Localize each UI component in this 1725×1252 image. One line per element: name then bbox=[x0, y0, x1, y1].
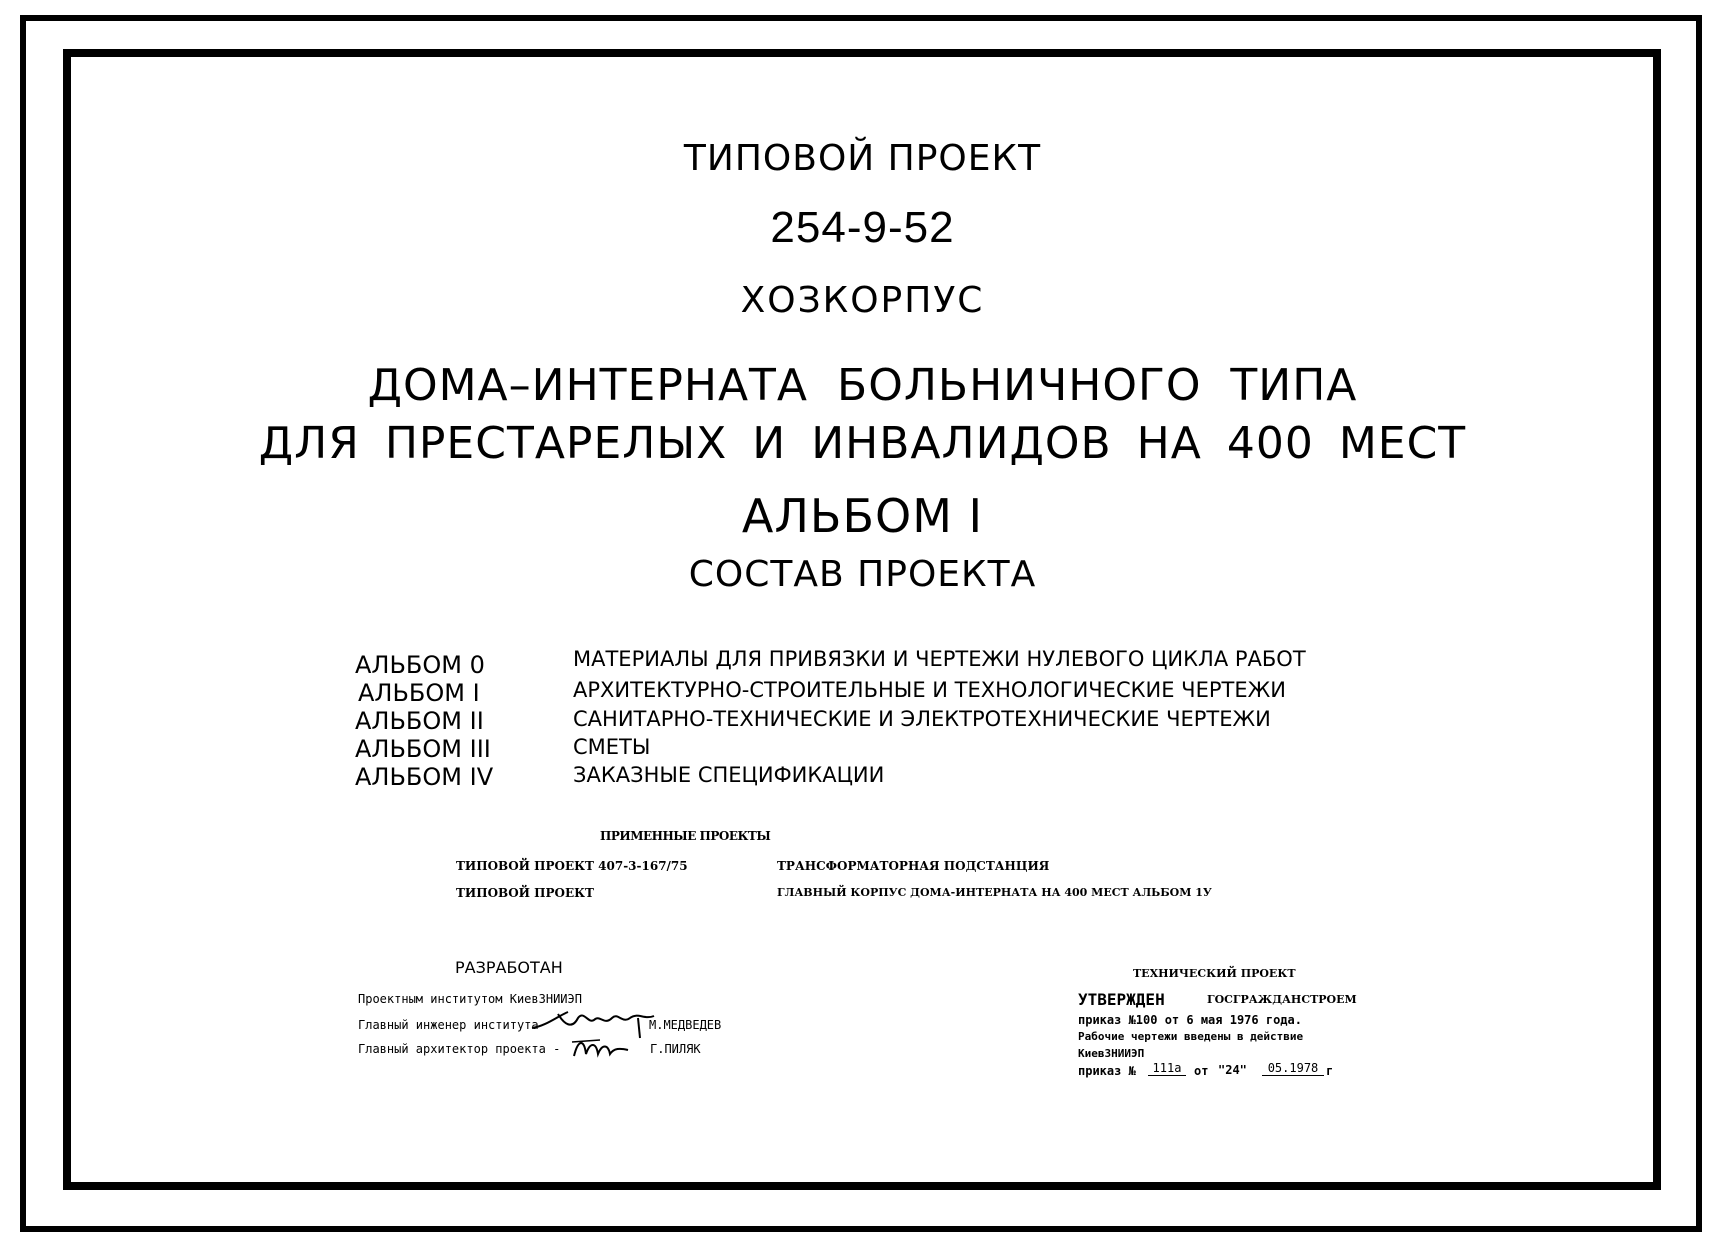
title-line-2: ДЛЯ ПРЕСТАРЕЛЫХ И ИНВАЛИДОВ НА 400 МЕСТ bbox=[258, 418, 1467, 469]
album-name: АЛЬБОМ I bbox=[358, 679, 480, 707]
album-name: АЛЬБОМ III bbox=[355, 735, 491, 763]
album-desc: ЗАКАЗНЫЕ СПЕЦИФИКАЦИИ bbox=[573, 763, 885, 787]
applied-row-1-left: ТИПОВОЙ ПРОЕКТ 407-3-167/75 bbox=[456, 859, 688, 873]
order2-day: "24" bbox=[1218, 1063, 1247, 1077]
album-title: АЛЬБОМ I bbox=[741, 489, 984, 543]
title-line-1: ДОМА–ИНТЕРНАТА БОЛЬНИЧНОГО ТИПА bbox=[367, 360, 1358, 411]
applied-row-2-left: ТИПОВОЙ ПРОЕКТ bbox=[456, 886, 594, 900]
album-desc: САНИТАРНО-ТЕХНИЧЕСКИЕ И ЭЛЕКТРОТЕХНИЧЕСКИЕ ЧЕРТЕЖИ bbox=[573, 707, 1271, 731]
developer-institute: Проектным институтом КиевЗНИИЭП bbox=[358, 992, 582, 1006]
composition-subtitle: СОСТАВ ПРОЕКТА bbox=[688, 554, 1037, 595]
series-label: ТИПОВОЙ ПРОЕКТ bbox=[683, 138, 1042, 179]
album-desc: СМЕТЫ bbox=[573, 735, 651, 759]
project-number: 254-9-52 bbox=[770, 203, 955, 252]
album-name: АЛЬБОМ II bbox=[355, 707, 484, 735]
chief-architect-signature bbox=[570, 1034, 632, 1062]
chief-architect-label: Главный архитектор проекта - bbox=[358, 1042, 561, 1056]
chief-architect-name: Г.ПИЛЯК bbox=[650, 1042, 701, 1056]
order2-prefix: приказ № bbox=[1078, 1064, 1136, 1078]
approved-label: УТВЕРЖДЕН bbox=[1078, 990, 1165, 1009]
approval-org: КиевЗНИИЭП bbox=[1078, 1047, 1145, 1060]
order2-date: 05.1978 bbox=[1262, 1061, 1324, 1076]
approval-order-line: приказ №100 от 6 мая 1976 года. bbox=[1078, 1013, 1302, 1027]
album-desc: АРХИТЕКТУРНО-СТРОИТЕЛЬНЫЕ И ТЕХНОЛОГИЧЕСКИЕ ЧЕРТЕЖИ bbox=[573, 678, 1286, 702]
order2-from: от bbox=[1194, 1064, 1209, 1078]
applied-projects-heading: ПРИМЕННЫЕ ПРОЕКТЫ bbox=[600, 829, 771, 843]
approval-heading: ТЕХНИЧЕСКИЙ ПРОЕКТ bbox=[1133, 967, 1296, 980]
chief-engineer-name: М.МЕДВЕДЕВ bbox=[649, 1018, 722, 1032]
work-drawings-line: Рабочие чертежи введены в действие bbox=[1078, 1030, 1304, 1043]
applied-row-2-right: ГЛАВНЫЙ КОРПУС ДОМА-ИНТЕРНАТА НА 400 МЕСТ АЛЬБОМ 1У bbox=[777, 886, 1212, 899]
album-desc: МАТЕРИАЛЫ ДЛЯ ПРИВЯЗКИ И ЧЕРТЕЖИ НУЛЕВОГО ЦИКЛА РАБОТ bbox=[573, 647, 1306, 671]
chief-engineer-label: Главный инженер института bbox=[358, 1018, 539, 1032]
album-name: АЛЬБОМ IV bbox=[355, 763, 494, 791]
order2-suffix: г bbox=[1326, 1064, 1334, 1078]
order2-number: 111а bbox=[1148, 1061, 1186, 1076]
approved-by: ГОСГРАЖДАНСТРОЕМ bbox=[1207, 993, 1357, 1006]
album-name: АЛЬБОМ 0 bbox=[355, 651, 485, 679]
developed-heading: РАЗРАБОТАН bbox=[455, 958, 563, 977]
applied-row-1-right: ТРАНСФОРМАТОРНАЯ ПОДСТАНЦИЯ bbox=[777, 859, 1050, 873]
building-name: ХОЗКОРПУС bbox=[740, 280, 985, 321]
